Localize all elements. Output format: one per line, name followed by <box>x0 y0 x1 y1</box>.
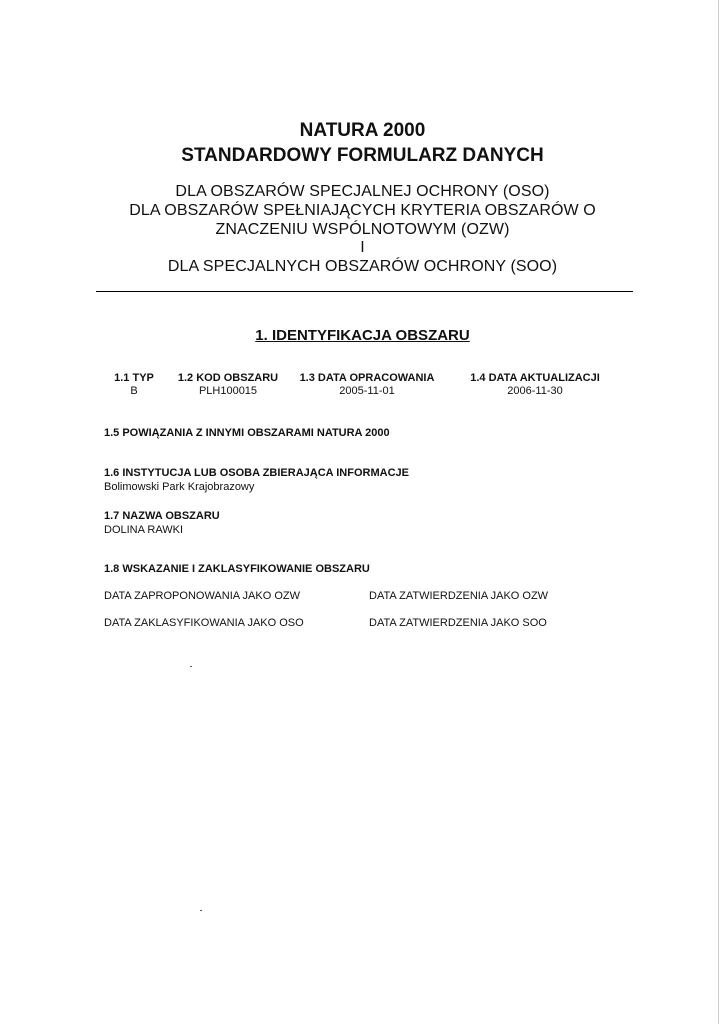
header-divider <box>96 291 633 292</box>
field-type-value: B <box>130 385 138 397</box>
field-type-label: 1.1 TYP <box>114 372 154 384</box>
field-compilation-date-label: 1.3 DATA OPRACOWANIA <box>299 372 435 384</box>
scan-speck <box>190 666 192 667</box>
field-site-code <box>172 372 284 397</box>
date-approved-soo: DATA ZATWIERDZENIA JAKO SOO <box>369 617 547 629</box>
section-title: 1. IDENTYFIKACJA OBSZARU <box>255 327 470 344</box>
field-related-sites-label: 1.5 POWIĄZANIA Z INNYMI OBSZARAMI NATURA 2000 <box>104 427 390 439</box>
field-designation-label: 1.8 WSKAZANIE I ZAKLASYFIKOWANIE OBSZARU <box>104 563 370 575</box>
subtitle-line-oso: DLA OBSZARÓW SPECJALNEJ OCHRONY (OSO) <box>175 183 550 200</box>
subtitle-line-criteria: DLA OBSZARÓW SPEŁNIAJĄCYCH KRYTERIA OBSZARÓW O <box>129 202 596 219</box>
field-site-name-value: DOLINA RAWKI <box>104 524 184 536</box>
date-proposed-ozw: DATA ZAPROPONOWANIA JAKO OZW <box>104 590 300 602</box>
field-compilation-date <box>293 372 441 397</box>
field-site-code-label: 1.2 KOD OBSZARU <box>177 372 279 384</box>
document-title: NATURA 2000 <box>299 120 426 141</box>
date-approved-ozw: DATA ZATWIERDZENIA JAKO OZW <box>369 590 549 602</box>
field-update-date-value: 2006-11-30 <box>507 385 563 397</box>
document-subtitle: STANDARDOWY FORMULARZ DANYCH <box>181 145 544 166</box>
field-compilation-date-value: 2005-11-01 <box>339 385 395 397</box>
field-institution-label: 1.6 INSTYTUCJA LUB OSOBA ZBIERAJĄCA INFORMACJE <box>104 467 409 479</box>
field-site-name-label: 1.7 NAZWA OBSZARU <box>104 510 220 522</box>
field-institution-value: Bolimowski Park Krajobrazowy <box>104 481 255 493</box>
field-site-code-value: PLH100015 <box>198 385 258 397</box>
subtitle-line-soo: DLA SPECJALNYCH OBSZARÓW OCHRONY (SOO) <box>167 258 558 275</box>
subtitle-line-conjunction: I <box>360 239 365 256</box>
scan-speck <box>200 910 202 911</box>
field-update-date <box>462 372 608 397</box>
date-classified-oso: DATA ZAKLASYFIKOWANIA JAKO OSO <box>104 617 304 629</box>
subtitle-line-ozw: ZNACZENIU WSPÓLNOTOWYM (OZW) <box>215 221 510 238</box>
field-update-date-label: 1.4 DATA AKTUALIZACJI <box>470 372 600 384</box>
field-type <box>106 372 162 397</box>
